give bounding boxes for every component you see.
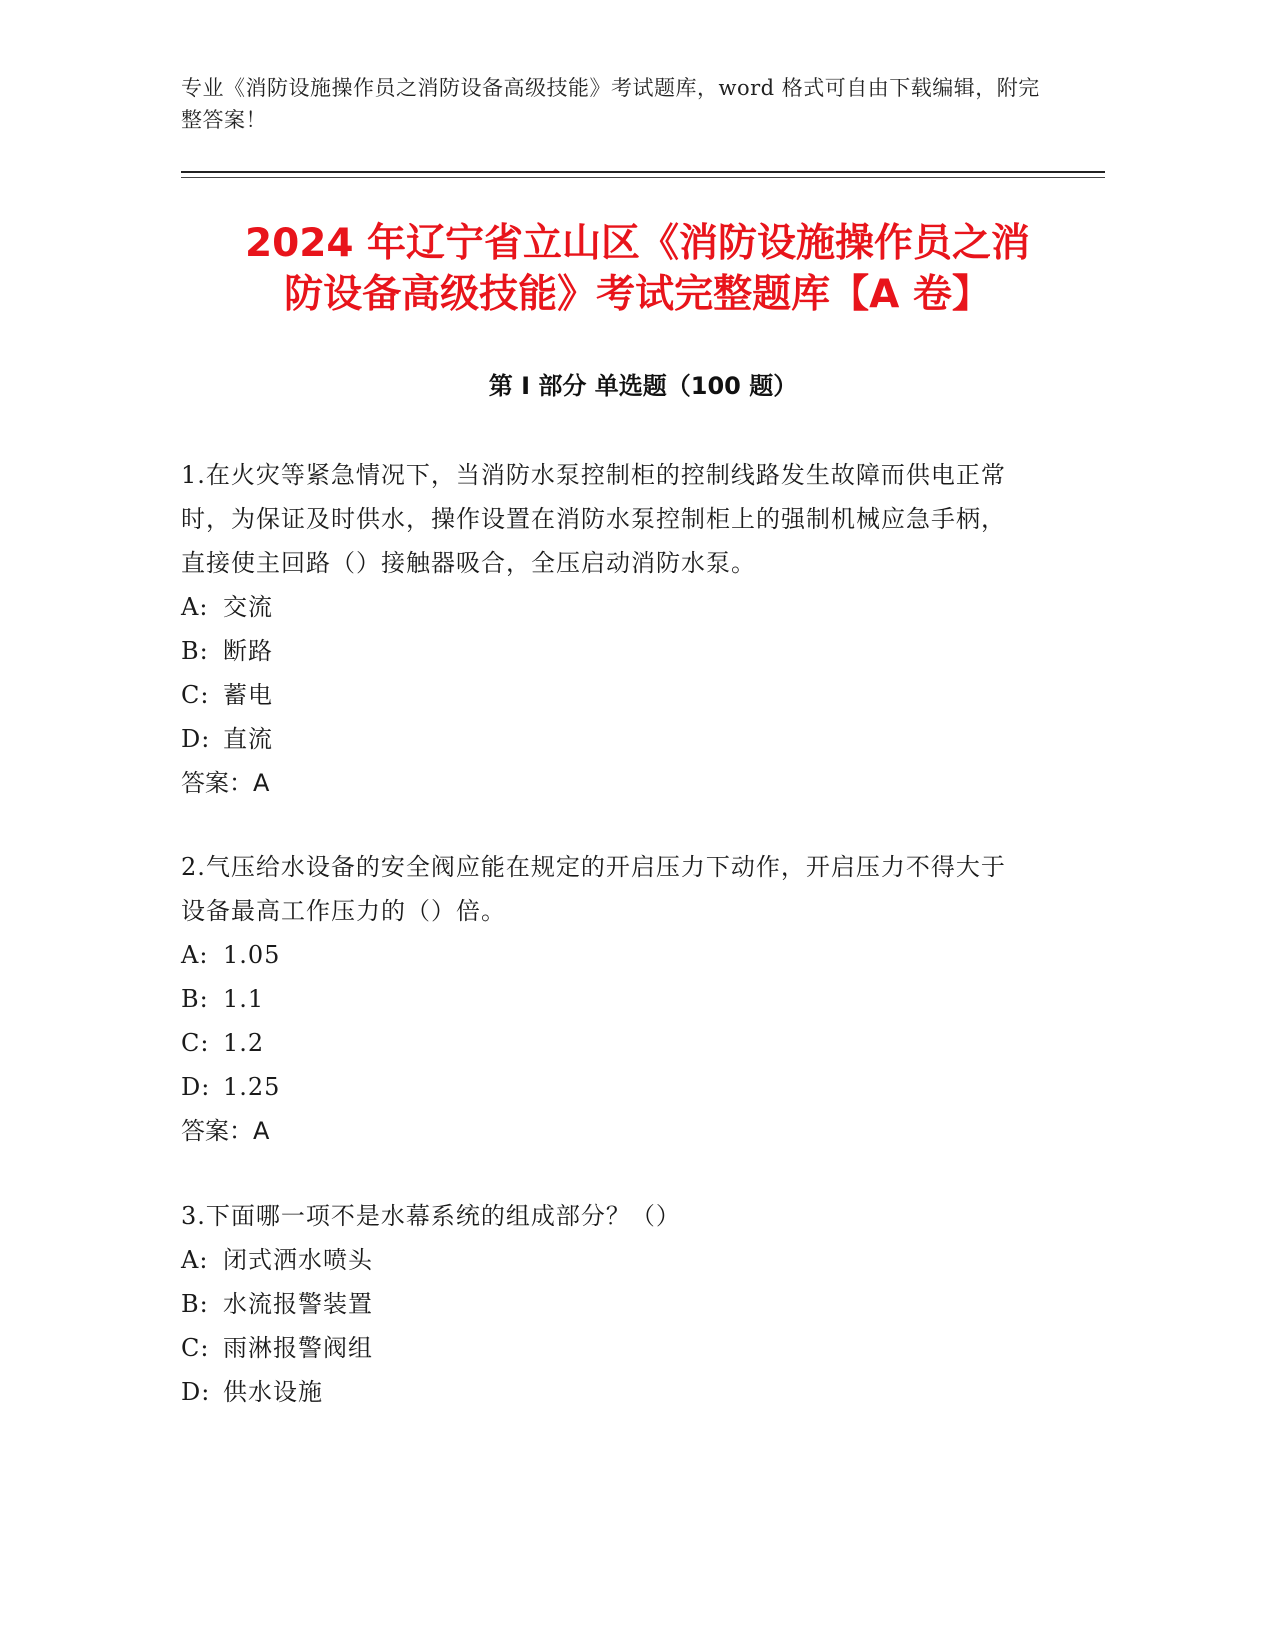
- header-divider-thin: [181, 177, 1105, 178]
- option-text: 1.25: [223, 1073, 281, 1101]
- section-title: 第 I 部分 单选题（100 题）: [488, 372, 798, 400]
- answer-value: A: [253, 1117, 270, 1145]
- option-d: [181, 1065, 1021, 1109]
- option-a: [181, 1238, 1021, 1282]
- header-note: 专业《消防设施操作员之消防设备高级技能》考试题库，word 格式可自由下载编辑，附完整答案！: [181, 76, 1040, 132]
- option-text: 雨淋报警阀组: [223, 1334, 373, 1362]
- question-2: [181, 845, 1021, 1153]
- option-text: 1.05: [223, 941, 281, 969]
- answer-line: [181, 761, 1021, 805]
- option-key: C:: [181, 1334, 210, 1362]
- option-text: 水流报警装置: [223, 1290, 373, 1318]
- question-stem: 1.在火灾等紧急情况下，当消防水泵控制柜的控制线路发生故障而供电正常时，为保证及时供水，操作设置在消防水泵控制柜上的强制机械应急手柄，直接使主回路（）接触器吸合，全压启动消防水泵。: [181, 461, 1006, 577]
- document-title: [170, 218, 1105, 320]
- option-text: 直流: [223, 725, 273, 753]
- option-a: [181, 933, 1021, 977]
- question-stem: 2.气压给水设备的安全阀应能在规定的开启压力下动作，开启压力不得大于设备最高工作压力的（）倍。: [181, 853, 1006, 925]
- answer-label: 答案：: [181, 1117, 253, 1145]
- option-a: [181, 585, 1021, 629]
- title-line-1: 2024 年辽宁省立山区《消防设施操作员之消: [244, 221, 1031, 266]
- title-line-2: 防设备高级技能》考试完整题库【A 卷】: [284, 272, 991, 317]
- option-c: [181, 673, 1021, 717]
- option-key: D:: [181, 725, 211, 753]
- option-b: [181, 1282, 1021, 1326]
- option-key: D:: [181, 1378, 211, 1406]
- option-b: [181, 629, 1021, 673]
- option-key: A:: [181, 593, 209, 621]
- option-b: [181, 977, 1021, 1021]
- option-key: C:: [181, 1029, 210, 1057]
- option-key: C:: [181, 681, 210, 709]
- answer-value: A: [253, 769, 270, 797]
- option-d: [181, 1370, 1021, 1414]
- option-c: [181, 1021, 1021, 1065]
- question-1: [181, 453, 1021, 805]
- option-d: [181, 717, 1021, 761]
- option-text: 供水设施: [223, 1378, 323, 1406]
- answer-label: 答案：: [181, 769, 253, 797]
- option-text: 断路: [223, 637, 273, 665]
- option-key: D:: [181, 1073, 211, 1101]
- option-text: 交流: [223, 593, 273, 621]
- option-c: [181, 1326, 1021, 1370]
- option-key: A:: [181, 1246, 209, 1274]
- question-stem: 3.下面哪一项不是水幕系统的组成部分？（）: [181, 1202, 681, 1230]
- option-text: 闭式洒水喷头: [223, 1246, 373, 1274]
- question-3: [181, 1194, 1021, 1414]
- option-key: A:: [181, 941, 209, 969]
- option-key: B:: [181, 985, 209, 1013]
- option-text: 1.1: [223, 985, 265, 1013]
- answer-line: [181, 1109, 1021, 1153]
- option-key: B:: [181, 1290, 209, 1318]
- option-text: 蓄电: [223, 681, 273, 709]
- header-divider-thick: [181, 171, 1105, 173]
- option-text: 1.2: [223, 1029, 265, 1057]
- option-key: B:: [181, 637, 209, 665]
